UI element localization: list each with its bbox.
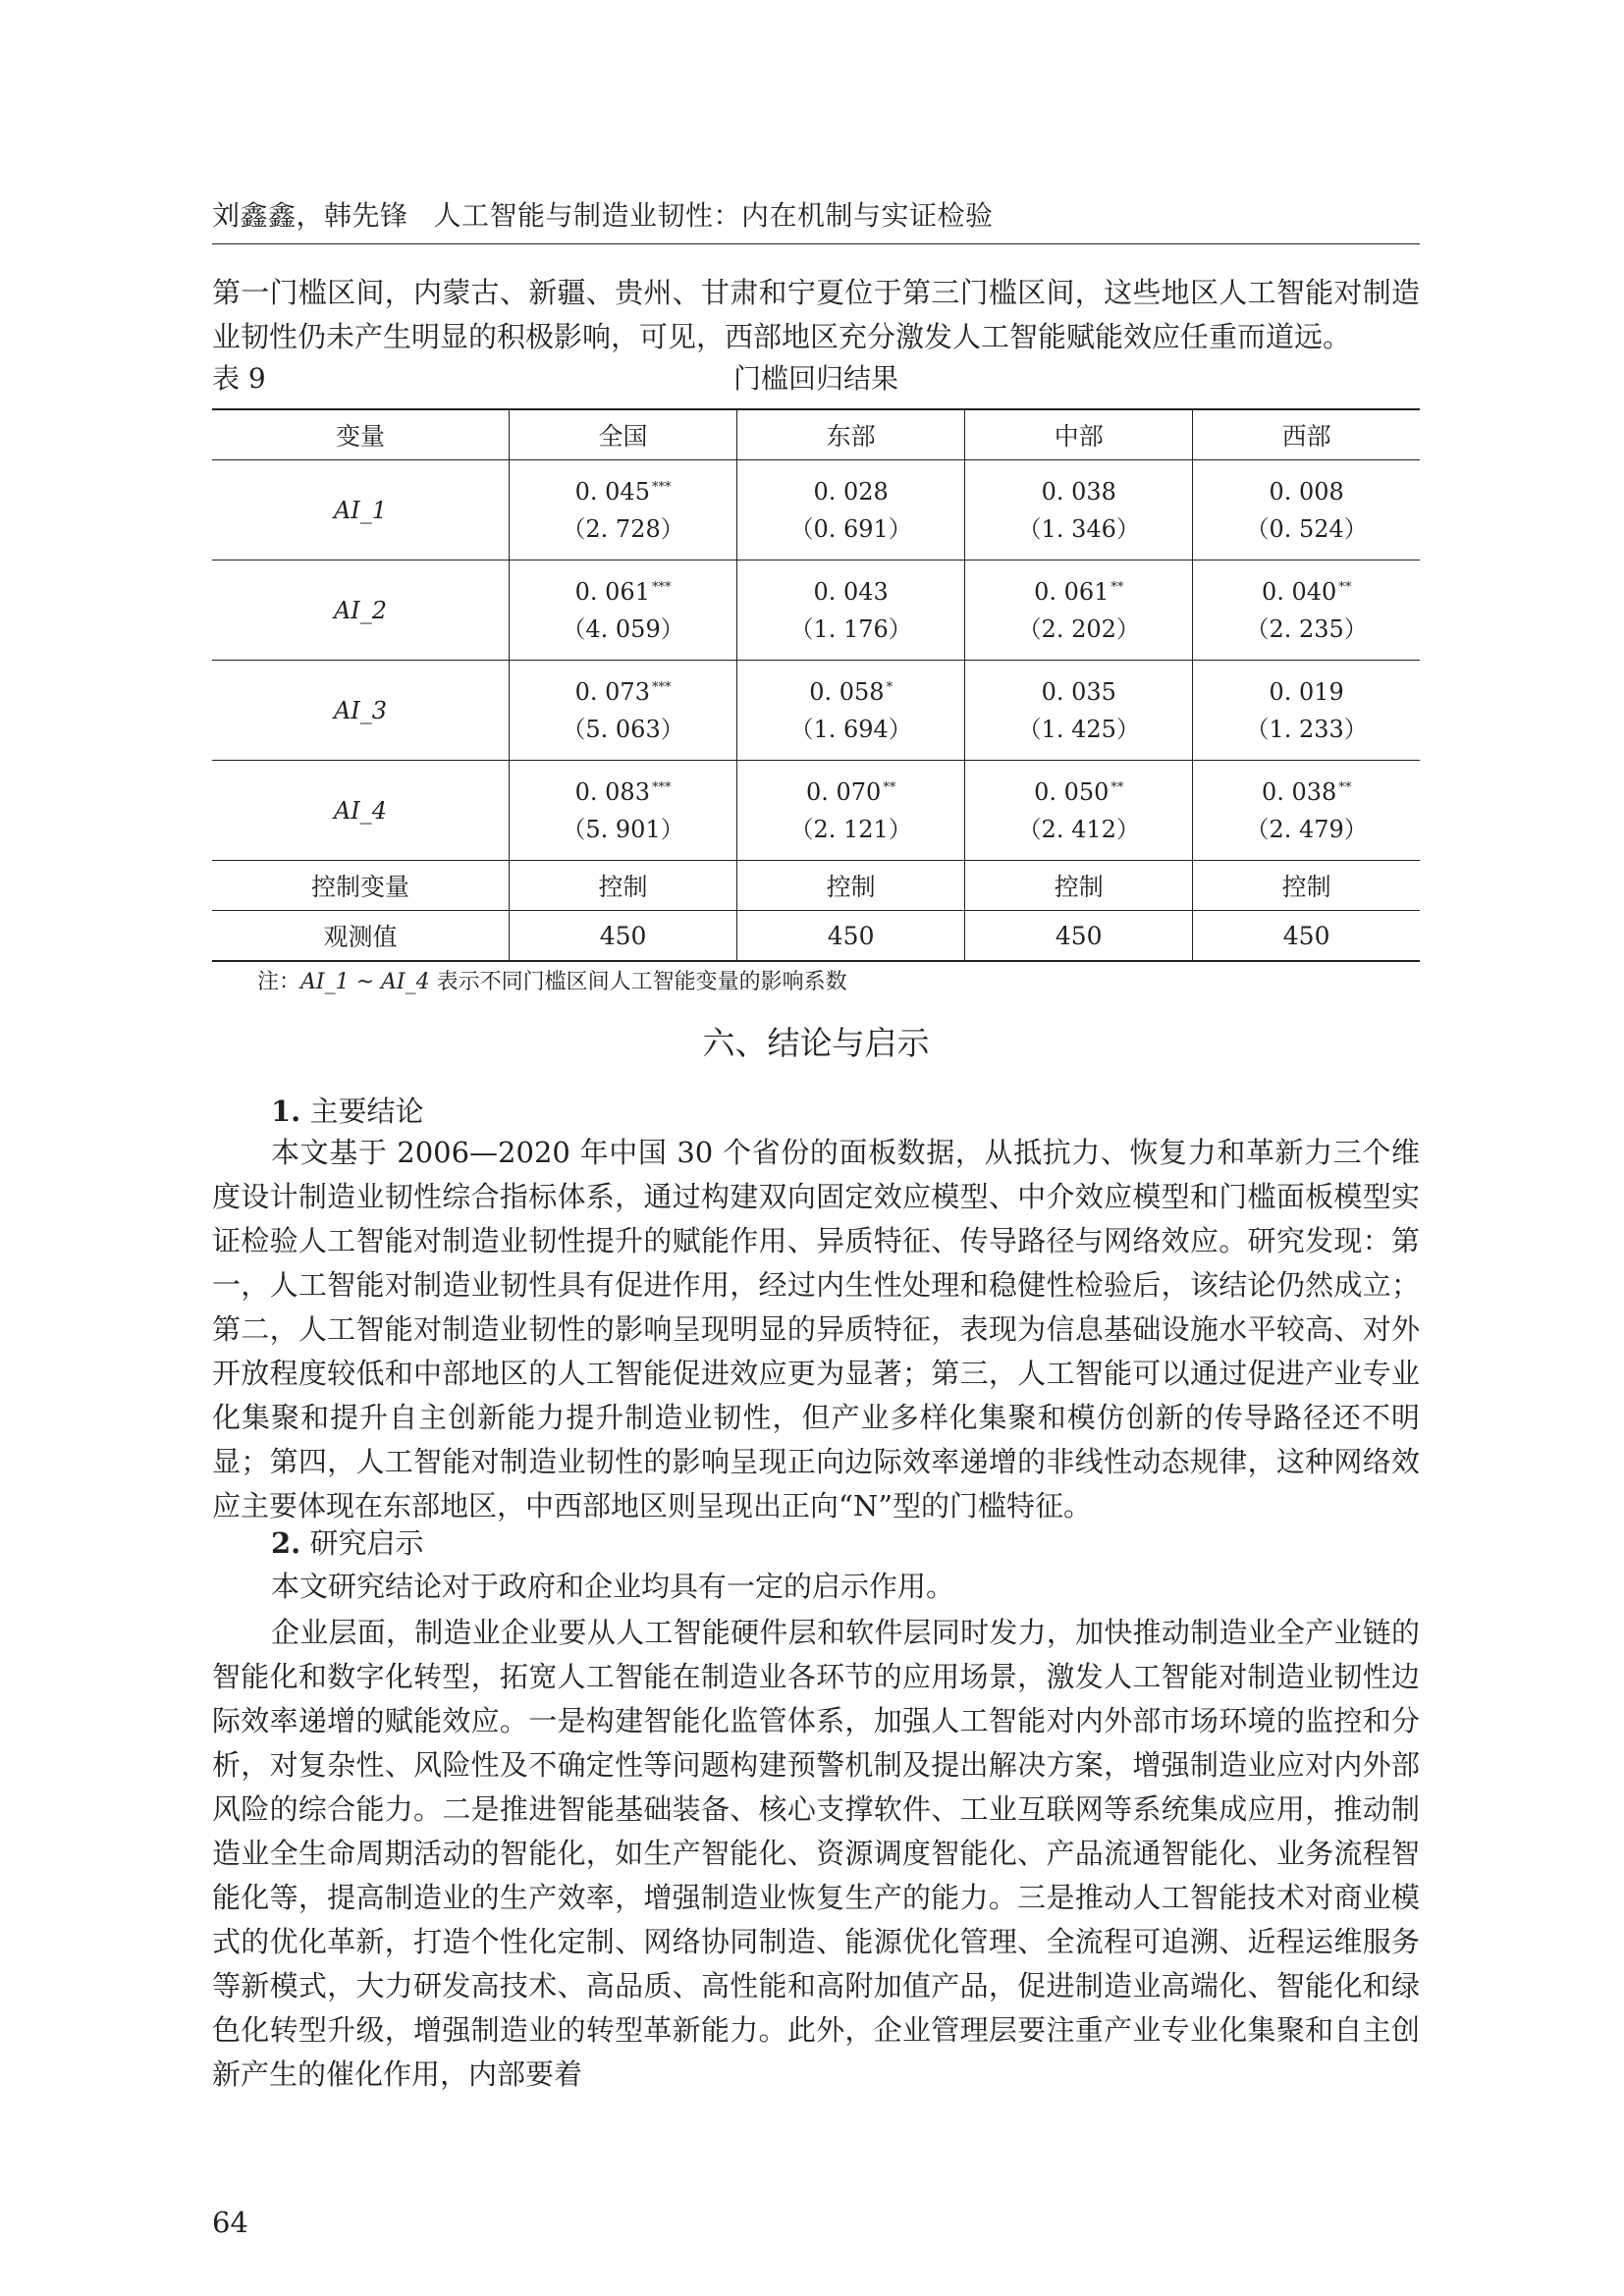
subsection-number: 1.	[271, 1095, 301, 1128]
t-statistic: （1. 233）	[1245, 715, 1368, 743]
subsection-heading-implications	[271, 1522, 424, 1566]
coefficient-row	[212, 761, 1420, 861]
table-title: 门槛回归结果	[732, 362, 898, 395]
coefficient-value: 0. 019	[1269, 677, 1344, 706]
page-number: 64	[212, 2206, 248, 2239]
coefficient-line	[1193, 673, 1420, 711]
note-prefix: 注：	[257, 970, 301, 994]
t-statistic: （5. 901）	[562, 815, 684, 843]
control-cell: 控制	[965, 861, 1193, 911]
coefficient-value: 0. 038	[1261, 777, 1337, 806]
significance-stars: **	[1110, 579, 1124, 595]
coefficient-line	[965, 473, 1192, 510]
coefficient-cell	[737, 561, 965, 661]
coefficient-cell	[1193, 661, 1420, 761]
col-header-east: 东部	[737, 409, 965, 460]
subsection-title: 主要结论	[300, 1095, 424, 1128]
coefficient-value: 0. 050	[1034, 777, 1110, 806]
coefficient-value: 0. 083	[574, 777, 650, 806]
t-statistic: （2. 235）	[1245, 614, 1368, 643]
significance-stars: ***	[651, 779, 672, 795]
t-statistic: （5. 063）	[562, 715, 684, 743]
coefficient-cell	[965, 561, 1193, 661]
conclusion-paragraph: 本文基于 2006—2020 年中国 30 个省份的面板数据，从抵抗力、恢复力和革新力三个维度设计制造业韧性综合指标体系，通过构建双向固定效应模型、中介效应模型和门槛面板模型实证检验人工智能对制造业韧性提升的赋能作用、异质特征、传导路径与网络效应。研究发现：第一，人工智能对制造业韧性具有促进作用，经过内生性处理和稳健性检验后，该结论仍然成立；第二，人工智能对制造业韧性的影响呈现明显的异质特征，表现为信息基础设施水平较高、对外开放程度较低和中部地区的人工智能促进效应更为显著；第三，人工智能可以通过促进产业专业化集聚和提升自主创新能力提升制造业韧性，但产业多样化集聚和模仿创新的传导路径还不明显；第四，人工智能对制造业韧性的影响呈现正向边际效率递增的非线性动态规律，这种网络效应主要体现在东部地区，中西部地区则呈现出正向“N”型的门槛特征。	[212, 1136, 1420, 1522]
coefficient-line	[1193, 774, 1420, 811]
coefficient-cell	[510, 460, 737, 561]
significance-stars: ***	[651, 579, 672, 595]
coefficient-cell	[1193, 460, 1420, 561]
control-label: 控制变量	[212, 861, 510, 911]
coefficient-line	[1193, 473, 1420, 510]
observations-cell: 450	[510, 911, 737, 962]
t-statistic: （4. 059）	[562, 614, 684, 643]
coefficient-line	[510, 774, 736, 811]
t-statistic: （2. 121）	[789, 815, 912, 843]
note-text: 表示不同门槛区间人工智能变量的影响系数	[429, 970, 847, 994]
col-header-west: 西部	[1193, 409, 1420, 460]
coefficient-value: 0. 038	[1041, 477, 1116, 506]
t-statistic: （1. 346）	[1017, 514, 1140, 543]
coefficient-value: 0. 070	[805, 777, 882, 806]
section-title: 六、结论与启示	[702, 1024, 930, 1062]
significance-stars: **	[1338, 579, 1352, 595]
t-statistic: （0. 691）	[789, 514, 912, 543]
col-header-central: 中部	[965, 409, 1193, 460]
coefficient-row	[212, 561, 1420, 661]
coefficient-row	[212, 460, 1420, 561]
table-label: 表 9	[212, 362, 266, 395]
subsection-number: 2.	[271, 1526, 301, 1560]
observations-cell: 450	[965, 911, 1193, 962]
t-statistic: （0. 524）	[1245, 514, 1368, 543]
running-header	[212, 196, 1420, 244]
t-statistic: （2. 728）	[562, 514, 684, 543]
coefficient-cell	[1193, 561, 1420, 661]
header-title: 人工智能与制造业韧性：内在机制与实证检验	[433, 199, 994, 232]
control-row	[212, 861, 1420, 911]
coefficient-line	[737, 473, 964, 510]
coefficient-cell	[1193, 761, 1420, 861]
t-statistic: （2. 412）	[1017, 815, 1140, 843]
significance-stars: **	[883, 779, 896, 795]
implication-paragraph: 本文研究结论对于政府和企业均具有一定的启示作用。	[271, 1570, 955, 1603]
table-caption	[212, 359, 1420, 399]
coefficient-line	[737, 774, 964, 811]
coefficient-cell	[510, 561, 737, 661]
subsection-title: 研究启示	[300, 1526, 424, 1560]
coefficient-cell	[965, 761, 1193, 861]
coefficient-value: 0. 008	[1269, 477, 1344, 506]
t-statistic: （1. 425）	[1017, 715, 1140, 743]
coefficient-cell	[737, 761, 965, 861]
variable-name: AI_1	[212, 460, 510, 561]
variable-name: AI_2	[212, 561, 510, 661]
note-var-to: AI_4	[381, 970, 430, 994]
enterprise-paragraph: 企业层面，制造业企业要从人工智能硬件层和软件层同时发力，加快推动制造业全产业链的智能化和数字化转型，拓宽人工智能在制造业各环节的应用场景，激发人工智能对制造业韧性边际效率递增的赋能效应。一是构建智能化监管体系，加强人工智能对内外部市场环境的监控和分析，对复杂性、风险性及不确定性等问题构建预警机制及提出解决方案，增强制造业应对内外部风险的综合能力。二是推进智能基础装备、核心支撑软件、工业互联网等系统集成应用，推动制造业全生命周期活动的智能化，如生产智能化、资源调度智能化、产品流通智能化、业务流程智能化等，提高制造业的生产效率，增强制造业恢复生产的能力。三是推动人工智能技术对商业模式的优化革新，打造个性化定制、网络协同制造、能源优化管理、全流程可追溯、近程运维服务等新模式，大力研发高技术、高品质、高性能和高附加值产品，促进制造业高端化、智能化和绿色化转型升级，增强制造业的转型革新能力。此外，企业管理层要注重产业专业化集聚和自主创新产生的催化作用，内部要着	[212, 1616, 1420, 2091]
coefficient-value: 0. 073	[574, 677, 650, 706]
t-statistic: （2. 202）	[1017, 614, 1140, 643]
coefficient-line	[510, 573, 736, 611]
t-statistic: （1. 694）	[789, 715, 912, 743]
col-header-variable: 变量	[212, 409, 510, 460]
note-tilde: ~	[349, 970, 382, 994]
significance-stars: **	[1338, 779, 1352, 795]
coefficient-line	[1193, 573, 1420, 611]
coefficient-cell	[965, 460, 1193, 561]
coefficient-value: 0. 061	[574, 577, 650, 606]
coefficient-cell	[510, 661, 737, 761]
header-authors: 刘鑫鑫，韩先锋	[212, 199, 408, 232]
variable-name: AI_3	[212, 661, 510, 761]
table-note	[257, 968, 847, 997]
coefficient-line	[510, 473, 736, 510]
coefficient-line	[965, 673, 1192, 711]
significance-stars: *	[886, 679, 893, 695]
col-header-national: 全国	[510, 409, 737, 460]
coefficient-value: 0. 043	[813, 577, 889, 606]
coefficient-cell	[737, 460, 965, 561]
observations-cell: 450	[1193, 911, 1420, 962]
coefficient-cell	[965, 661, 1193, 761]
coefficient-line	[737, 573, 964, 611]
coefficient-line	[965, 774, 1192, 811]
coefficient-value: 0. 040	[1261, 577, 1337, 606]
coefficient-value: 0. 045	[574, 477, 650, 506]
observations-label: 观测值	[323, 923, 398, 951]
control-cell: 控制	[737, 861, 965, 911]
table-header-row	[212, 409, 1420, 460]
observations-row	[212, 911, 1420, 962]
coefficient-value: 0. 028	[813, 477, 889, 506]
observations-cell: 450	[737, 911, 965, 962]
significance-stars: ***	[651, 479, 672, 495]
significance-stars: **	[1110, 779, 1124, 795]
significance-stars: ***	[651, 679, 672, 695]
subsection-heading-conclusions	[271, 1090, 424, 1134]
coefficient-cell	[510, 761, 737, 861]
coefficient-value: 0. 035	[1041, 677, 1116, 706]
note-var-from: AI_1	[300, 970, 350, 994]
t-statistic: （2. 479）	[1245, 815, 1368, 843]
threshold-regression-table	[212, 408, 1420, 962]
coefficient-value: 0. 061	[1034, 577, 1110, 606]
variable-name: AI_4	[212, 761, 510, 861]
coefficient-value: 0. 058	[809, 677, 885, 706]
coefficient-line	[510, 673, 736, 711]
coefficient-line	[965, 573, 1192, 611]
intro-paragraph: 第一门槛区间，内蒙古、新疆、贵州、甘肃和宁夏位于第三门槛区间，这些地区人工智能对制造业韧性仍未产生明显的积极影响，可见，西部地区充分激发人工智能赋能效应任重而道远。	[212, 276, 1420, 353]
control-cell: 控制	[510, 861, 737, 911]
coefficient-cell	[737, 661, 965, 761]
t-statistic: （1. 176）	[789, 614, 912, 643]
control-cell: 控制	[1193, 861, 1420, 911]
coefficient-line	[737, 673, 964, 711]
coefficient-row	[212, 661, 1420, 761]
